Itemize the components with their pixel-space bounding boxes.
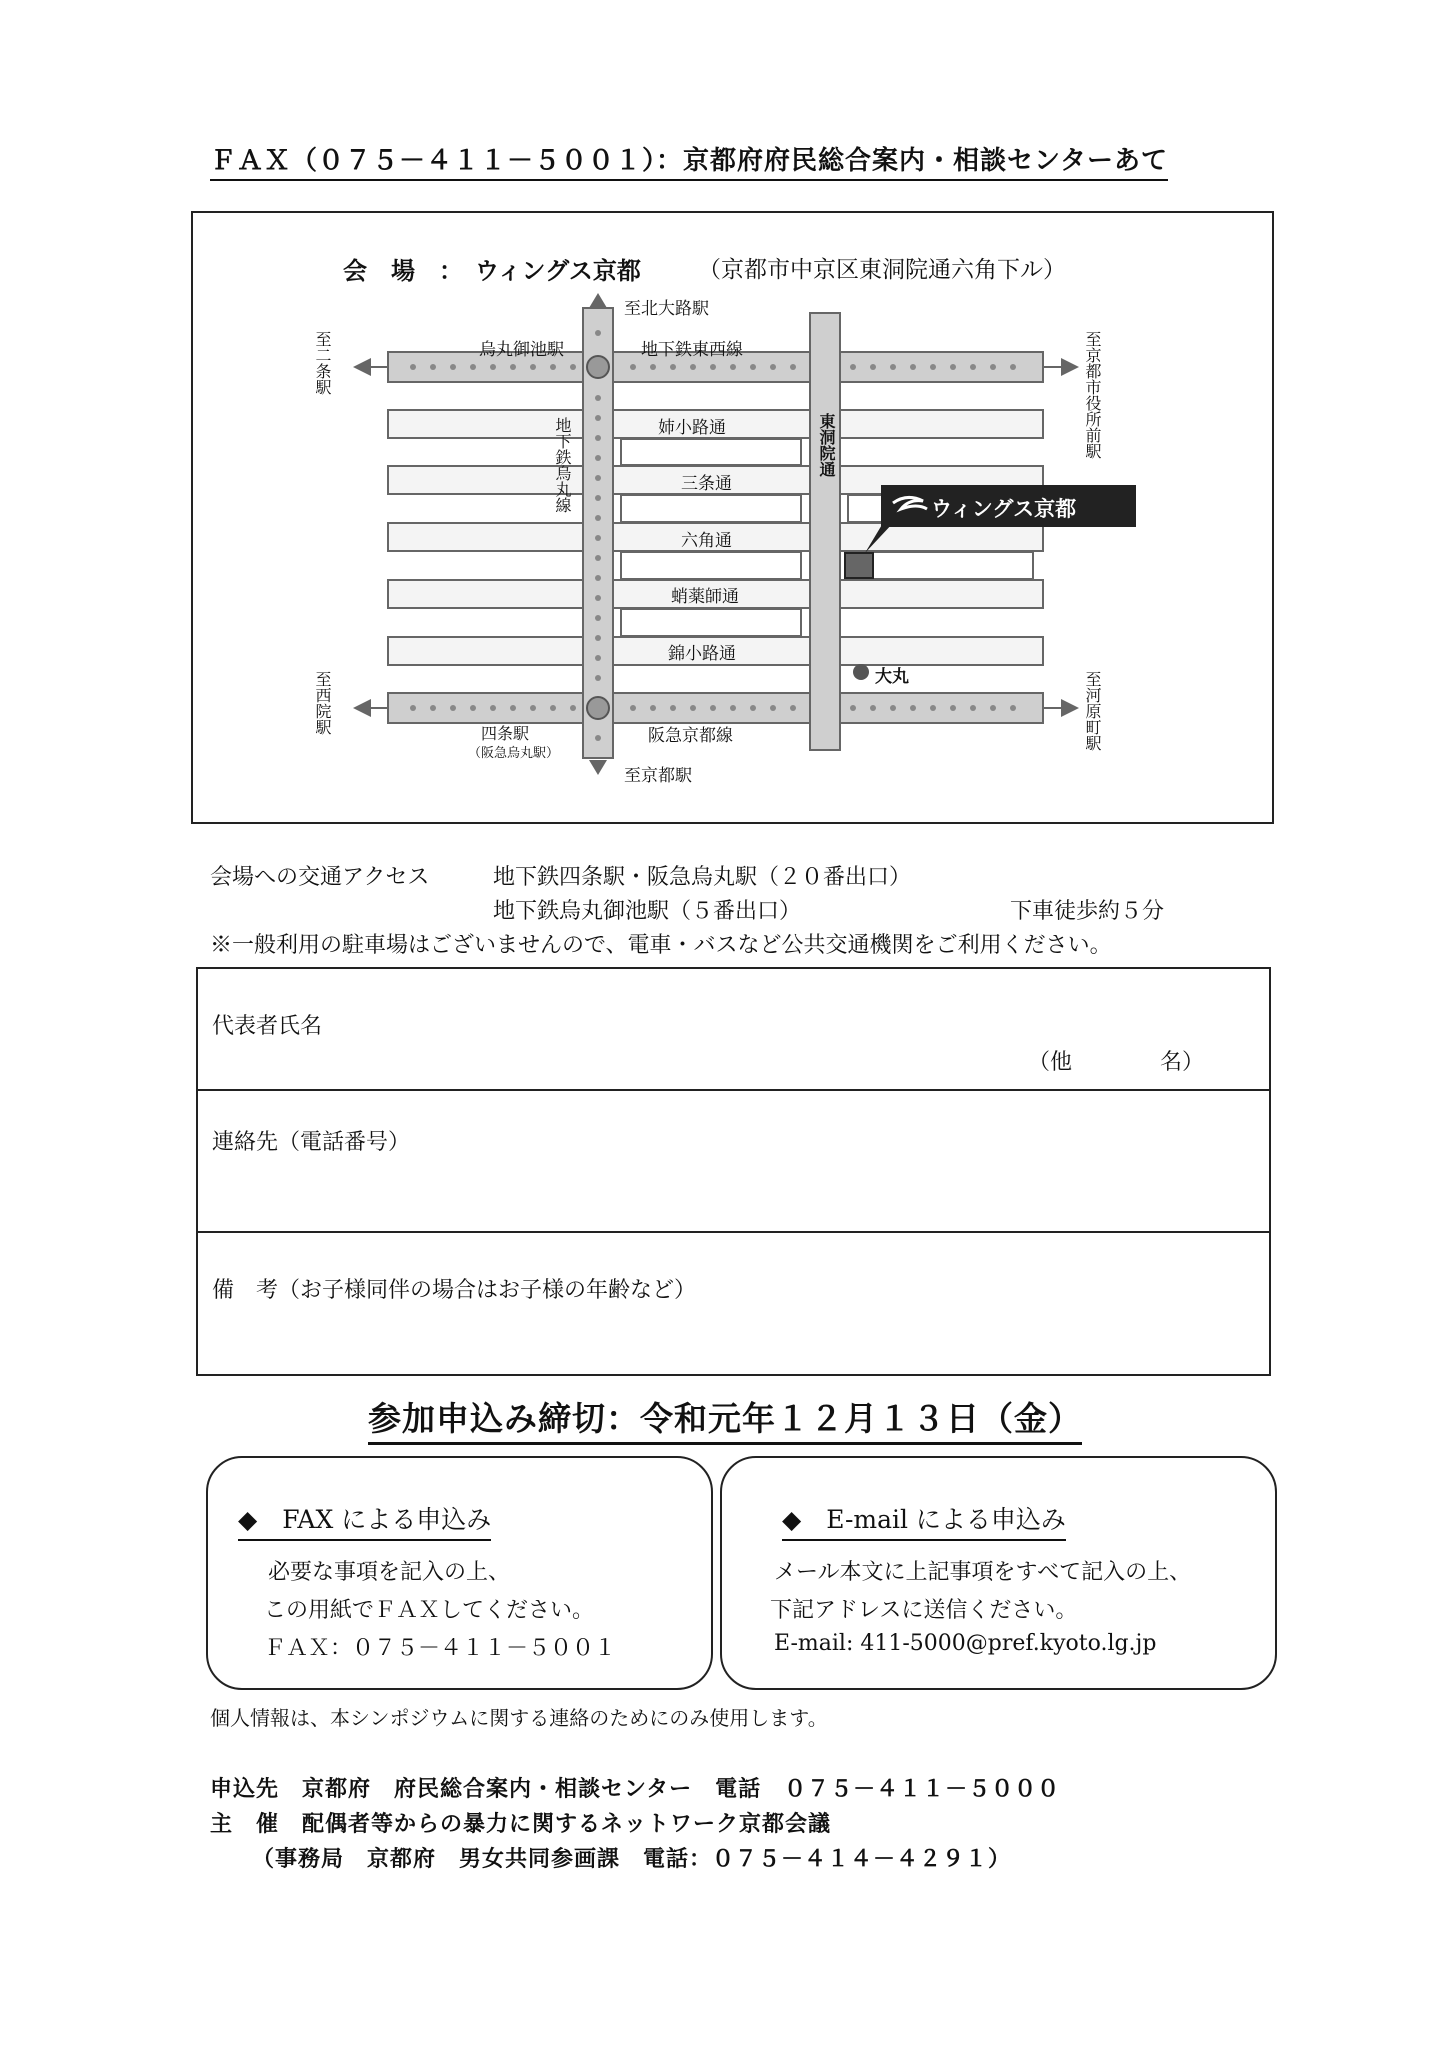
contact-label: 連絡先（電話番号） xyxy=(212,1130,411,1155)
fax-method-line-1: 必要な事項を記入の上、 xyxy=(268,1560,511,1585)
footer-apply-to: 申込先 京都府 府民総合案内・相談センター 電話 ０７５－４１１－５０００ xyxy=(210,1777,1061,1802)
map-label-nw: 至二条駅 xyxy=(313,331,332,395)
access-label: 会場への交通アクセス xyxy=(210,865,430,890)
access-line-1: 地下鉄四条駅・阪急烏丸駅（２０番出口） xyxy=(493,865,912,890)
form-row-name[interactable] xyxy=(198,969,1269,1091)
fax-header: ＦＡＸ（０７５－４１１－５００１）：京都府府民総合案内・相談センターあて xyxy=(210,140,1168,181)
fax-method-line-2: この用紙でＦＡＸしてください。 xyxy=(264,1598,595,1623)
others-count-label: （他 名） xyxy=(1028,1050,1205,1075)
application-form xyxy=(196,967,1271,1376)
form-row-remarks[interactable] xyxy=(198,1233,1269,1372)
fax-method-title: ◆ FAX による申込み xyxy=(238,1500,491,1541)
venue-address: （京都市中京区東洞院通六角下ル） xyxy=(698,257,1066,283)
form-row-contact[interactable] xyxy=(198,1091,1269,1233)
map-label-shijo: 四条駅 xyxy=(481,724,530,743)
fax-method-box xyxy=(206,1456,713,1690)
footer-secretariat: （事務局 京都府 男女共同参画課 電話：０７５－４１４－４２９１） xyxy=(252,1847,1012,1872)
email-method-line-2: 下記アドレスに送信ください。 xyxy=(770,1598,1078,1623)
map-street-5: 錦小路通 xyxy=(668,644,736,664)
access-walk: 下車徒歩約５分 xyxy=(1010,899,1165,924)
map-label-karasuma-oike: 烏丸御池駅 xyxy=(479,340,564,360)
map-label-shijo-sub: （阪急烏丸駅） xyxy=(468,746,560,761)
map-label-tozai: 地下鉄東西線 xyxy=(641,340,743,360)
deadline: 参加申込み締切：令和元年１２月１３日（金） xyxy=(368,1393,1082,1445)
remarks-label: 備 考（お子様同伴の場合はお子様の年齢など） xyxy=(212,1278,697,1303)
access-note: ※一般利用の駐車場はございませんので、電車・バスなど公共交通機関をご利用ください。 xyxy=(210,933,1112,958)
map-label-ne: 至京都市役所前駅 xyxy=(1083,331,1102,459)
map-label-se: 至河原町駅 xyxy=(1083,671,1102,751)
map-label-higashinotoin: 東洞院通 xyxy=(817,413,836,477)
map-label-karasuma-line: 地下鉄烏丸線 xyxy=(553,417,572,513)
email-method-title: ◆ E-mail による申込み xyxy=(782,1500,1066,1541)
wings-sign: ウィングス京都 xyxy=(931,497,1077,521)
email-method-line-1: メール本文に上記事項をすべて記入の上、 xyxy=(774,1560,1192,1585)
map-label-sw: 至西院駅 xyxy=(313,671,332,735)
email-address[interactable]: E-mail: 411-5000@pref.kyoto.lg.jp xyxy=(774,1631,1157,1656)
map xyxy=(191,211,1274,824)
map-label-south: 至京都駅 xyxy=(624,766,692,786)
map-label-north: 至北大路駅 xyxy=(624,299,709,319)
map-street-1: 姉小路通 xyxy=(658,418,726,438)
map-street-4: 蛸薬師通 xyxy=(671,587,739,607)
map-label-daimaru: 大丸 xyxy=(875,667,909,687)
email-method-box xyxy=(720,1456,1277,1690)
venue-label: 会 場 ： ウィングス京都 xyxy=(343,256,641,285)
privacy-note: 個人情報は、本シンポジウムに関する連絡のためにのみ使用します。 xyxy=(210,1706,828,1730)
rep-name-label: 代表者氏名 xyxy=(212,1014,323,1039)
fax-method-line-3: ＦＡＸ：０７５－４１１－５００１ xyxy=(264,1636,617,1661)
map-street-3: 六角通 xyxy=(681,531,732,551)
access-line-2: 地下鉄烏丸御池駅（５番出口） xyxy=(493,899,802,924)
map-street-2: 三条通 xyxy=(681,474,732,494)
map-label-hankyu: 阪急京都線 xyxy=(648,726,733,746)
footer-host: 主 催 配偶者等からの暴力に関するネットワーク京都会議 xyxy=(210,1812,832,1837)
